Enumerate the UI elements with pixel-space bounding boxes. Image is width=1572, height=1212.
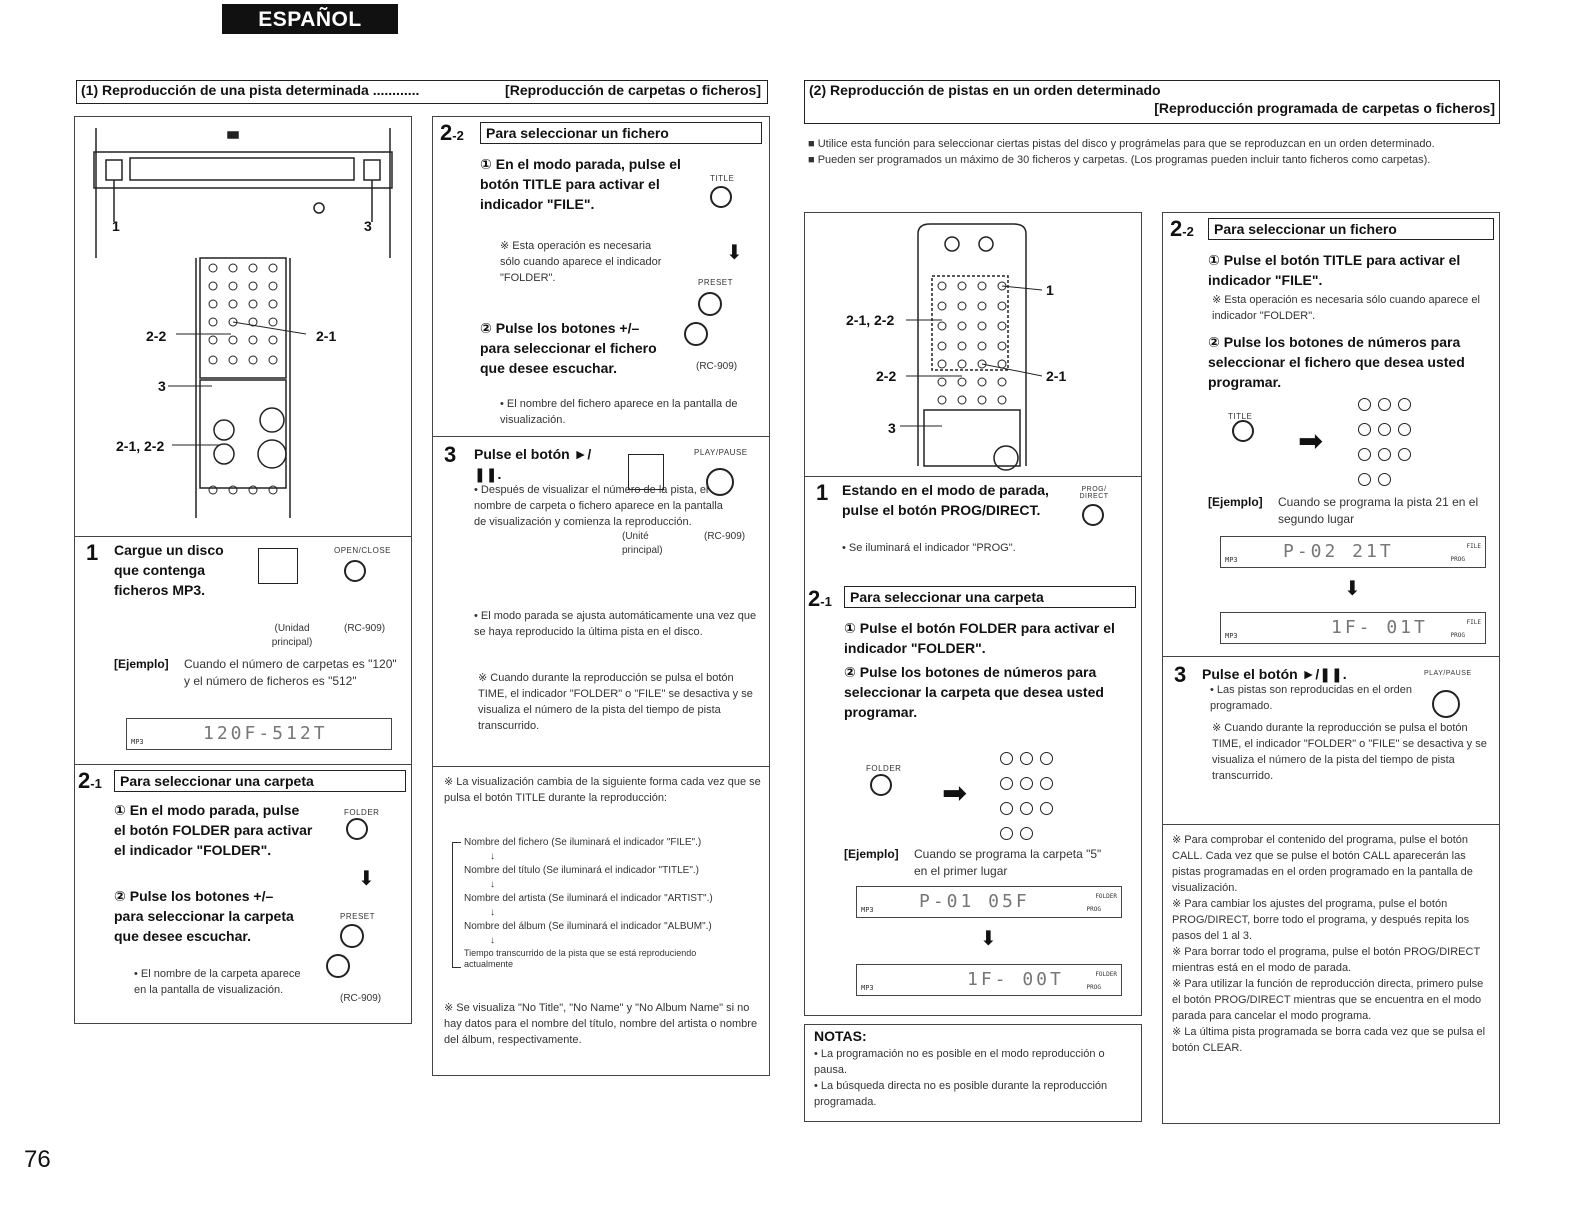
s1-step3-title: Pulse el botón ►/❚❚. <box>474 446 592 482</box>
s2-step22-note: ※ Esta operación es necesaria sólo cuando aparece el indicador "FOLDER". <box>1212 294 1480 322</box>
lcd-mp3: MP3 <box>861 984 874 992</box>
prog-direct-button-icon <box>1082 504 1104 526</box>
s2-step3-bullet: • Las pistas son reproducidas en el orden programado. <box>1210 684 1412 712</box>
s2-step3-note: ※ Cuando durante la reproducción se pulsa el botón TIME, el indicador "FOLDER" o "FILE" se desactiva y se visualiza el número de la pista del tiempo de pista transcurrido. <box>1212 722 1487 782</box>
s1-open-close-label: OPEN/CLOSE <box>334 546 392 555</box>
s2-step21-number: 2-1 <box>808 586 832 611</box>
s2-title-label: TITLE <box>1228 412 1253 421</box>
diagram1-label-2-2: 2-2 <box>146 328 167 344</box>
notas-item: • La programación no es posible en el modo reproducción o pausa. <box>814 1048 1105 1076</box>
flow-return-line <box>452 842 461 968</box>
s2-note-item: ※ La última pista programada se borra cada vez que se pulsa el botón CLEAR. <box>1172 1026 1486 1054</box>
s1-preset-label: PRESET <box>340 912 376 921</box>
s2-folder-label: FOLDER <box>866 764 902 773</box>
s1-play-label: PLAY/PAUSE <box>694 448 748 457</box>
s1-example-label: [Ejemplo] <box>114 657 169 671</box>
s1-example-text: Cuando el número de carpetas es "120" y el número de ficheros es "512" <box>184 657 397 688</box>
s2-note-item: ※ Para borrar todo el programa, pulse el botón PROG/DIRECT mientras está en el modo de parada. <box>1172 946 1480 974</box>
diagram2-label-3: 3 <box>888 420 896 436</box>
diagram1-label-3: 3 <box>364 218 372 234</box>
lcd-mp3: MP3 <box>861 906 874 914</box>
s1-step3-number: 3 <box>444 442 457 467</box>
s1-flow-chart <box>450 836 760 970</box>
diagram1-label-1: 1 <box>112 218 120 234</box>
lcd-tag: FILE <box>1466 543 1481 550</box>
s2-step21-instruction-2: ② Pulse los botones de números para seleccionar la carpeta que desea usted programar. <box>844 664 1104 720</box>
s2-step21-title: Para seleccionar una carpeta <box>844 586 1136 608</box>
section2-header <box>804 80 1500 124</box>
s2-step22-instruction-2: ② Pulse los botones de números para seleccionar el fichero que desea usted programar. <box>1208 334 1465 390</box>
s2-step1-number: 1 <box>816 480 829 505</box>
s2-step3-title: Pulse el botón ►/❚❚. <box>1202 666 1347 682</box>
s2-step1-bullet: • Se iluminará el indicador "PROG". <box>842 542 1016 554</box>
down-arrow-icon: ⬇ <box>358 868 375 890</box>
s1-notes-divider <box>432 766 770 767</box>
section2-title-right: [Reproducción programada de carpetas o ficheros] <box>1154 100 1495 116</box>
s2-step21-example-text: Cuando se programa la carpeta "5" en el primer lugar <box>914 847 1102 878</box>
s1-step1-caption-unit: (Unidad principal) <box>271 623 313 648</box>
s1-step3-caption-remote: (RC-909) <box>704 531 746 542</box>
flow-item: Nombre del fichero (Se iluminará el indicador "FILE".) <box>464 837 702 848</box>
s1-folder-label: FOLDER <box>344 808 380 817</box>
s2-step22-example-text: Cuando se programa la pista 21 en el segundo lugar <box>1278 495 1479 526</box>
flow-arrow: ↓ <box>490 851 495 862</box>
s1-step3-note: ※ Cuando durante la reproducción se pulsa el botón TIME, el indicador "FOLDER" o "FILE" se desactiva y se visualiza el número de la pista del tiempo de pista transcurrido. <box>478 672 753 732</box>
s2-play-label: PLAY/PAUSE <box>1424 670 1472 677</box>
open-close-remote-button-icon <box>344 560 366 582</box>
down-arrow-icon-2: ⬇ <box>726 242 743 264</box>
s1-step1-caption-remote: (RC-909) <box>344 623 386 634</box>
s2-step22-lcd-1 <box>1220 536 1486 568</box>
s1-step22-caption: (RC-909) <box>696 361 738 372</box>
lcd-prog: PROG <box>1086 906 1101 913</box>
right-arrow-icon: ➡ <box>942 777 968 810</box>
s1-step3-caption-unit: (Unité principal) <box>622 531 663 556</box>
diagram2-label-1: 1 <box>1046 282 1054 298</box>
s1-step1-divider <box>74 536 412 537</box>
s2-step1-divider <box>804 476 1142 477</box>
section2-intro <box>808 136 1498 168</box>
lcd-prog: PROG <box>1086 984 1101 991</box>
lcd-tag: FOLDER <box>1095 971 1117 978</box>
flow-item: Nombre del título (Se iluminará el indicador "TITLE".) <box>464 865 699 876</box>
s1-preset-label-2: PRESET <box>698 278 734 287</box>
diagram2-label-2-1: 2-1 <box>1046 368 1067 384</box>
s2-step22-title: Para seleccionar un fichero <box>1208 218 1494 240</box>
lcd-mp3: MP3 <box>1225 556 1238 564</box>
flow-item: Tiempo transcurrido de la pista que se está reproduciendo actualmente <box>464 948 697 969</box>
s1-step22-note: ※ Esta operación es necesaria sólo cuando aparece el indicador "FOLDER". <box>500 240 662 284</box>
s2-notes-divider <box>1162 824 1500 825</box>
s2-step3-number: 3 <box>1174 662 1187 687</box>
s1-step21-title: Para seleccionar una carpeta <box>114 770 406 792</box>
s2-note-item: ※ Para cambiar los ajustes del programa, pulse el botón PROG/DIRECT, borre todo el programa, y después repita los pasos del 1 al 3. <box>1172 898 1470 942</box>
s1-title-label: TITLE <box>710 174 735 183</box>
s2-note-item: ※ Para comprobar el contenido del programa, pulse el botón CALL. Cada vez que se pulse el botón CALL aparecerán las pistas programadas en el orden programado en la pantalla de visualización. <box>1172 834 1473 894</box>
section2-title-left: (2) Reproducción de pistas en un orden determinado <box>809 82 1161 98</box>
lcd-value: P-01 05F <box>919 891 1030 912</box>
s2-step1-text: Estando en el modo de parada, pulse el botón PROG/DIRECT. <box>842 482 1049 518</box>
flow-arrow: ↓ <box>490 879 495 890</box>
s1-step1-number: 1 <box>86 540 99 565</box>
s2-step22-instruction-1: ① Pulse el botón TITLE para activar el indicador "FILE". <box>1208 252 1461 288</box>
lcd-prog: PROG <box>1450 556 1465 563</box>
minus-button-icon <box>326 954 350 978</box>
s1-notes-2: ※ Se visualiza "No Title", "No Name" y "No Album Name" si no hay datos para el nombre del título, nombre del artista o nombre del álbum, respectivamente. <box>444 1002 758 1046</box>
s1-step3-bullet-2: • El modo parada se ajusta automáticamente una vez que se haya reproducido la última pista en el disco. <box>474 610 757 638</box>
s1-step22-number: 2-2 <box>440 120 464 145</box>
s1-step22-instruction-2: ② Pulse los botones +/– para seleccionar el fichero que desee escuchar. <box>480 320 657 376</box>
diagram1-label-3b: 3 <box>158 378 166 394</box>
lcd-tag: FOLDER <box>1095 893 1117 900</box>
s2-step21-lcd-1 <box>856 886 1122 918</box>
s1-step3-bullet-1: • Después de visualizar el número de la pista, el nombre de carpeta o fichero aparece en la pantalla de visualización y comienza la reproducción. <box>474 484 723 528</box>
s2-note-item: ※ Para utilizar la función de reproducción directa, primero pulse el botón PROG/DIRECT mientras que se encuentra en el modo parada para cancelar el modo programa. <box>1172 978 1484 1022</box>
number-keypad-icon-2 <box>1358 398 1438 498</box>
s1-step21-instruction-2: ② Pulse los botones +/– para seleccionar la carpeta que desee escuchar. <box>114 888 294 944</box>
flow-arrow: ↓ <box>490 907 495 918</box>
lcd-tag: FILE <box>1466 619 1481 626</box>
s1-step3-divider <box>432 436 770 437</box>
s1-lcd-mp3: MP3 <box>131 738 144 746</box>
s2-step22-lcd-2 <box>1220 612 1486 644</box>
diagram1-label-2-1-2-2: 2-1, 2-2 <box>116 438 165 454</box>
s1-step21-caption: (RC-909) <box>340 993 382 1004</box>
number-keypad-icon <box>1000 752 1080 852</box>
lcd-prog: PROG <box>1450 632 1465 639</box>
diagram2-label-2-1-2-2: 2-1, 2-2 <box>846 312 895 328</box>
notas-list <box>814 1046 1134 1110</box>
notas-title: NOTAS: <box>814 1028 867 1044</box>
intro-item: ■ Pueden ser programados un máximo de 30 ficheros y carpetas. (Los programas pueden incluir tanto ficheros como carpetas). <box>808 154 1431 166</box>
minus-button-icon-2 <box>684 322 708 346</box>
open-close-unit-button <box>258 548 298 584</box>
folder-button-icon <box>346 818 368 840</box>
lcd-mp3: MP3 <box>1225 632 1238 640</box>
flow-item: Nombre del artista (Se iluminará el indicador "ARTIST".) <box>464 893 713 904</box>
language-tab: ESPAÑOL <box>222 4 398 34</box>
s2-prog-label: PROG/ DIRECT <box>1079 486 1109 500</box>
lcd-value: 1F- 00T <box>967 969 1064 990</box>
title-button-icon <box>710 186 732 208</box>
diagram2-label-2-2: 2-2 <box>876 368 897 384</box>
section1-header <box>76 80 768 104</box>
s1-notes-1: ※ La visualización cambia de la siguiente forma cada vez que se pulsa el botón TITLE durante la reproducción: <box>444 776 761 804</box>
diagram1-label-2-1: 2-1 <box>316 328 337 344</box>
title-button-icon-2 <box>1232 420 1254 442</box>
s2-step21-lcd-2 <box>856 964 1122 996</box>
down-arrow-icon-4: ⬇ <box>1344 578 1361 600</box>
section1-title-right: [Reproducción de carpetas o ficheros] <box>505 82 761 98</box>
lcd-value: P-02 21T <box>1283 541 1394 562</box>
folder-button-icon-2 <box>870 774 892 796</box>
s2-step21-example-label: [Ejemplo] <box>844 847 899 861</box>
s1-step21-instruction-1: ① En el modo parada, pulse el botón FOLDER para activar el indicador "FOLDER". <box>114 802 313 858</box>
s1-step22-title: Para seleccionar un fichero <box>480 122 762 144</box>
s2-step22-number: 2-2 <box>1170 216 1194 241</box>
s1-step21-bullet: • El nombre de la carpeta aparece en la pantalla de visualización. <box>134 968 301 996</box>
s1-step22-bullet: • El nombre del fichero aparece en la pantalla de visualización. <box>500 398 738 426</box>
s1-step1-text: Cargue un disco que contenga ficheros MP3. <box>114 542 224 598</box>
unit-remote-illustration <box>76 118 410 538</box>
s1-lcd-value: 120F-512T <box>203 723 328 744</box>
s1-lcd-display <box>126 718 392 750</box>
right-arrow-icon-2: ➡ <box>1298 425 1324 458</box>
s1-step21-number: 2-1 <box>78 768 102 793</box>
s1-step22-instruction-1: ① En el modo parada, pulse el botón TITLE para activar el indicador "FILE". <box>480 156 681 212</box>
s1-step21-divider <box>74 764 412 765</box>
s2-notes-list <box>1172 832 1494 1056</box>
notas-item: • La búsqueda directa no es posible durante la reproducción programada. <box>814 1080 1108 1108</box>
flow-item: Nombre del álbum (Se iluminará el indicador "ALBUM".) <box>464 921 712 932</box>
page-number: 76 <box>24 1146 51 1173</box>
flow-arrow: ↓ <box>490 935 495 946</box>
intro-item: ■ Utilice esta función para seleccionar ciertas pistas del disco y prográmelas para que se reproduzcan en un orden determinado. <box>808 138 1435 150</box>
down-arrow-icon-3: ⬇ <box>980 928 997 950</box>
remote-illustration-2 <box>806 214 1140 476</box>
section1-title-left: (1) Reproducción de una pista determinada ............ <box>81 82 420 98</box>
s2-step3-divider <box>1162 656 1500 657</box>
s2-step21-instruction-1: ① Pulse el botón FOLDER para activar el indicador "FOLDER". <box>844 620 1115 656</box>
plus-button-icon <box>340 924 364 948</box>
lcd-value: 1F- 01T <box>1331 617 1428 638</box>
s2-step22-example-label: [Ejemplo] <box>1208 495 1263 509</box>
play-pause-remote-icon-2 <box>1432 690 1460 718</box>
plus-button-icon-2 <box>698 292 722 316</box>
